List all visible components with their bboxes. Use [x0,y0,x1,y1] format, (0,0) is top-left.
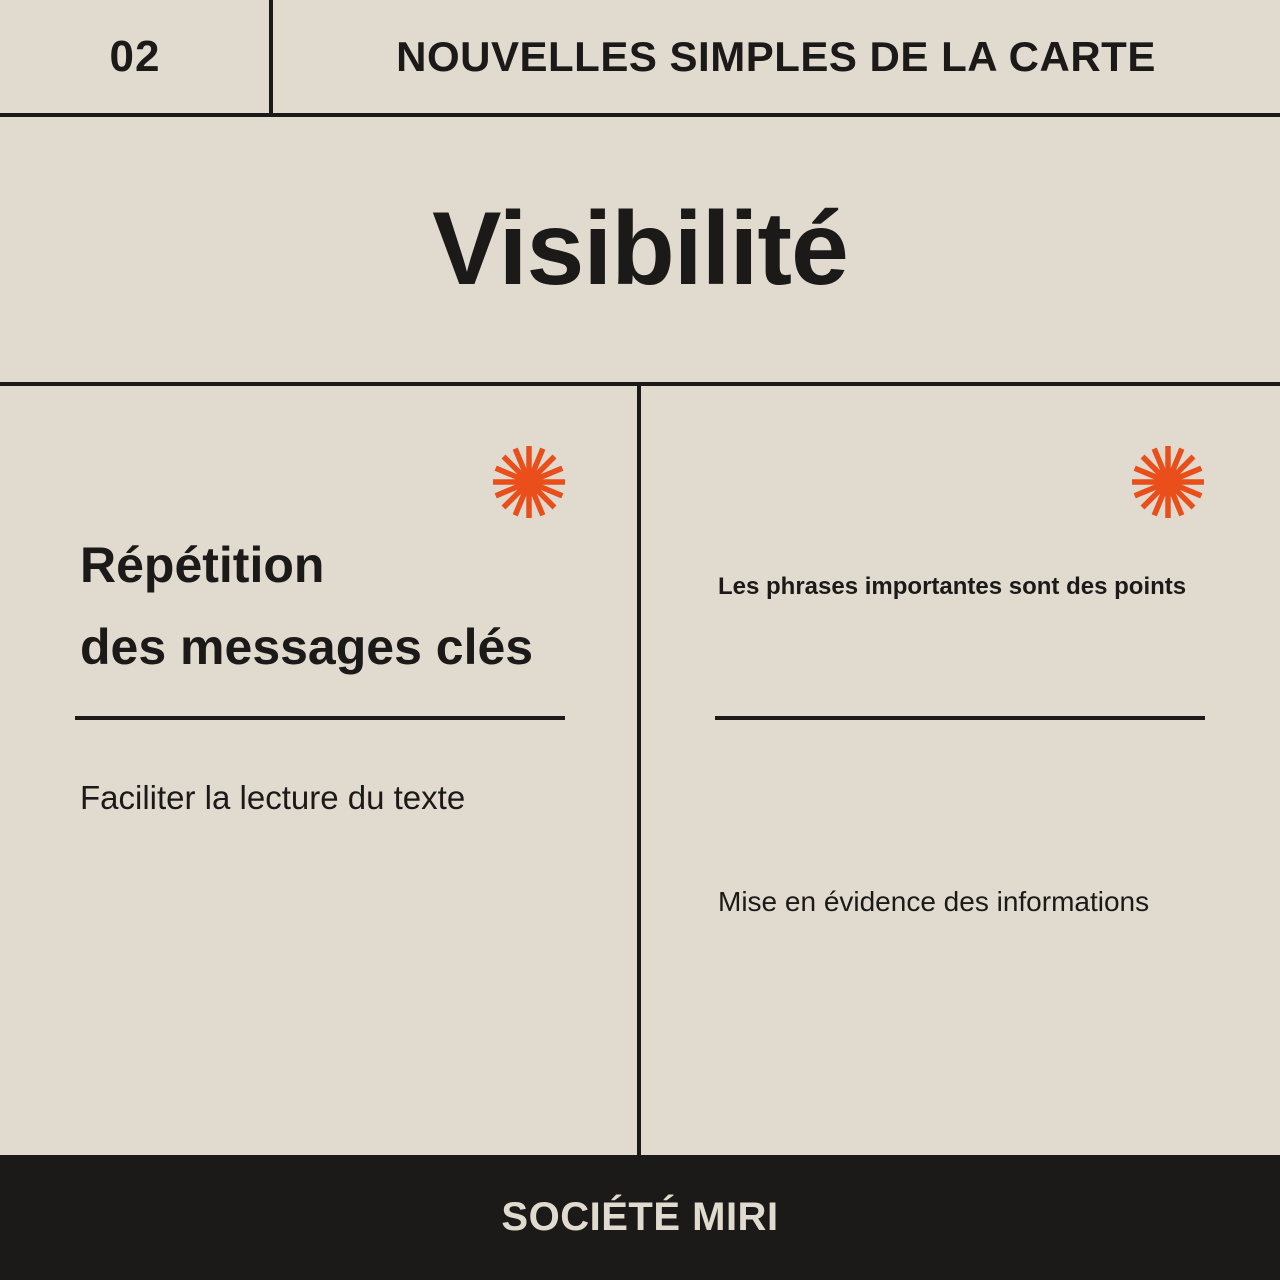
asterisk-icon [1130,444,1206,520]
right-body: Mise en évidence des informations [718,886,1150,917]
header-title: NOUVELLES SIMPLES DE LA CARTE [396,33,1156,80]
footer-bar [0,1155,1280,1280]
asterisk-icon [491,444,567,520]
panel-divider [637,386,641,1156]
footer-brand: SOCIÉTÉ MIRI [501,1195,779,1239]
page-title: Visibilité [432,191,848,307]
right-heading: Les phrases importantes sont des points [718,573,1187,600]
left-body: Faciliter la lecture du texte [80,779,466,816]
left-heading-line2: des messages clés [80,619,534,675]
card-number: 02 [109,32,161,81]
right-rule [715,716,1205,720]
left-heading [80,524,620,688]
left-heading-line1: Répétition [80,537,325,593]
left-rule [75,716,565,720]
